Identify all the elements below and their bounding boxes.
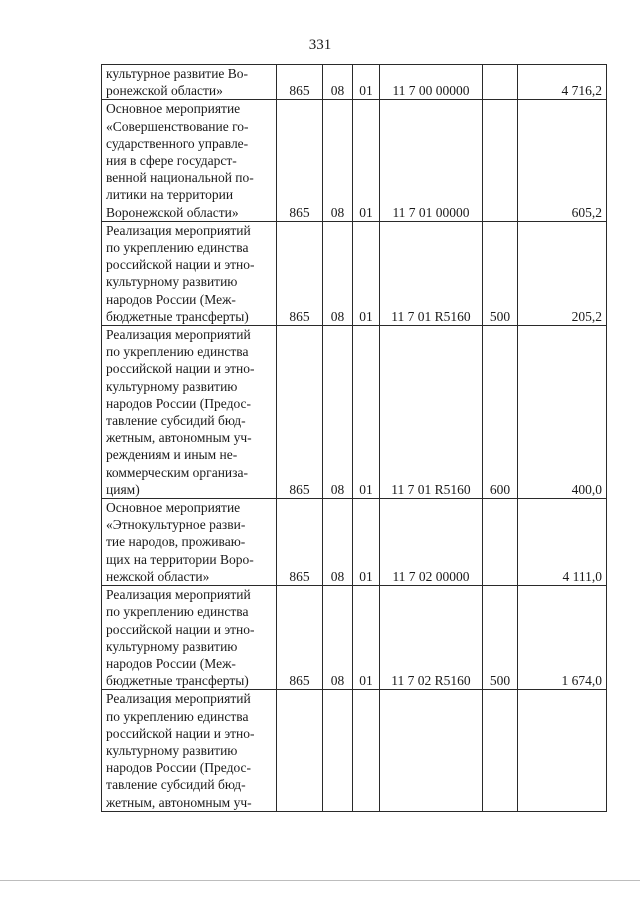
row-rz: 08 [323,100,353,221]
row-sum: 4 716,2 [518,65,607,100]
row-pr: 01 [353,221,380,325]
row-name: Реализация мероприятий по укреплению единства российской нации и этно- культурному развитию народов России (Предос- тавление субсидий бюд- жетным, автономным уч- реждениям и иным не- коммерческим организа- циям) [102,326,277,499]
row-pr [353,690,380,811]
row-rz: 08 [323,326,353,499]
table-row [102,499,607,586]
row-name: Основное мероприятие «Этнокультурное разви- тие народов, проживаю- щих на территории Воро- нежской области» [102,499,277,586]
row-sum: 400,0 [518,326,607,499]
row-vr [483,690,518,811]
page-number: 331 [308,37,332,53]
row-name: культурное развитие Во- ронежской области» [102,65,277,100]
row-vr: 500 [483,221,518,325]
row-vr: 600 [483,326,518,499]
row-sum [518,690,607,811]
row-cs: 11 7 01 R5160 [380,221,483,325]
row-rz: 08 [323,586,353,690]
row-sum: 1 674,0 [518,586,607,690]
budget-table-body [102,65,607,812]
row-gr: 865 [277,499,323,586]
page-bottom-rule [0,880,640,881]
table-row [102,100,607,221]
table-row [102,690,607,811]
row-cs: 11 7 01 R5160 [380,326,483,499]
table-row [102,586,607,690]
table-row [102,65,607,100]
row-cs: 11 7 00 00000 [380,65,483,100]
row-pr: 01 [353,586,380,690]
row-gr: 865 [277,326,323,499]
row-gr: 865 [277,221,323,325]
row-sum: 205,2 [518,221,607,325]
table-row [102,221,607,325]
row-rz: 08 [323,221,353,325]
row-gr: 865 [277,586,323,690]
row-cs: 11 7 02 00000 [380,499,483,586]
row-pr: 01 [353,100,380,221]
row-vr: 500 [483,586,518,690]
row-name: Реализация мероприятий по укреплению единства российской нации и этно- культурному развитию народов России (Предос- тавление субсидий бюд- жетным, автономным уч- [102,690,277,811]
row-rz: 08 [323,499,353,586]
table-row [102,326,607,499]
row-pr: 01 [353,499,380,586]
budget-table [101,64,607,812]
row-pr: 01 [353,326,380,499]
row-cs: 11 7 02 R5160 [380,586,483,690]
row-gr [277,690,323,811]
row-sum: 605,2 [518,100,607,221]
row-cs [380,690,483,811]
row-vr [483,65,518,100]
row-vr [483,100,518,221]
row-rz: 08 [323,65,353,100]
row-rz [323,690,353,811]
row-name: Основное мероприятие «Совершенствование го- сударственного управле- ния в сфере государст- венной национальной по- литики на территории Воронежской области» [102,100,277,221]
row-name: Реализация мероприятий по укреплению единства российской нации и этно- культурному развитию народов России (Меж- бюджетные трансферты) [102,221,277,325]
row-gr: 865 [277,100,323,221]
row-name: Реализация мероприятий по укреплению единства российской нации и этно- культурному развитию народов России (Меж- бюджетные трансферты) [102,586,277,690]
row-cs: 11 7 01 00000 [380,100,483,221]
row-sum: 4 111,0 [518,499,607,586]
row-pr: 01 [353,65,380,100]
row-gr: 865 [277,65,323,100]
row-vr [483,499,518,586]
